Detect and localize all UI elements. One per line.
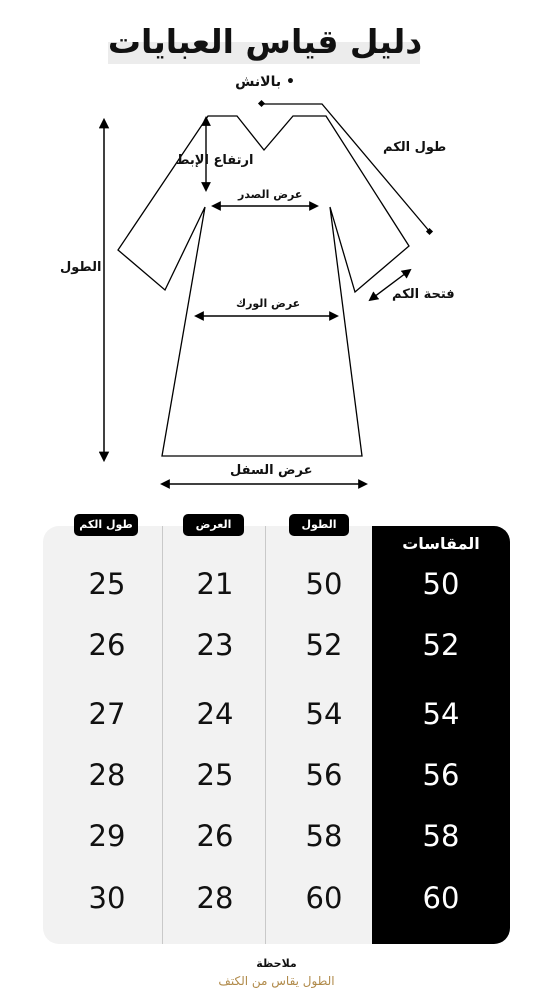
length-cell: 60 <box>305 881 343 915</box>
length-cell: 50 <box>305 567 343 601</box>
armhole-height-label: ارتفاع الإبط <box>176 153 254 168</box>
sleeve-cell: 27 <box>88 697 126 731</box>
garment-outline <box>118 116 409 456</box>
sleeve-cell: 25 <box>88 567 126 601</box>
sleeve-cell: 26 <box>88 628 126 662</box>
header-sizes: المقاسات <box>402 534 480 553</box>
size-cell: 60 <box>422 881 460 915</box>
length-cell: 54 <box>305 697 343 731</box>
chest-width-label: عرض الصدر <box>238 188 303 201</box>
size-cell: 52 <box>422 628 460 662</box>
width-cell: 25 <box>196 758 234 792</box>
width-cell: 26 <box>196 819 234 853</box>
header-length: الطول <box>289 514 349 536</box>
note-text: الطول يقاس من الكتف <box>218 974 335 988</box>
sleeve-cell: 30 <box>88 881 126 915</box>
header-width: العرض <box>183 514 244 536</box>
width-cell: 28 <box>196 881 234 915</box>
length-cell: 58 <box>305 819 343 853</box>
width-cell: 21 <box>196 567 234 601</box>
sleeve-cell: 28 <box>88 758 126 792</box>
length-cell: 52 <box>305 628 343 662</box>
page-title: دليل قياس العبايات <box>107 22 423 61</box>
length-cell: 56 <box>305 758 343 792</box>
size-cell: 58 <box>422 819 460 853</box>
length-label: الطول <box>60 260 102 275</box>
hip-width-label: عرض الورك <box>236 297 301 310</box>
sleeve-length-marker-start <box>258 100 265 107</box>
header-sleeve-length: طول الكم <box>74 514 138 536</box>
sleeve-opening-label: فتحة الكم <box>392 287 455 302</box>
width-cell: 24 <box>196 697 234 731</box>
size-cell: 50 <box>422 567 460 601</box>
hem-width-label: عرض السفل <box>230 463 313 478</box>
column-divider <box>265 526 266 944</box>
width-cell: 23 <box>196 628 234 662</box>
column-divider <box>162 526 163 944</box>
size-cell: 56 <box>422 758 460 792</box>
note-title: ملاحظة <box>256 957 297 970</box>
size-cell: 54 <box>422 697 460 731</box>
unit-note: • بالانش <box>235 74 295 90</box>
sleeve-length-label: طول الكم <box>383 140 447 155</box>
sleeve-cell: 29 <box>88 819 126 853</box>
